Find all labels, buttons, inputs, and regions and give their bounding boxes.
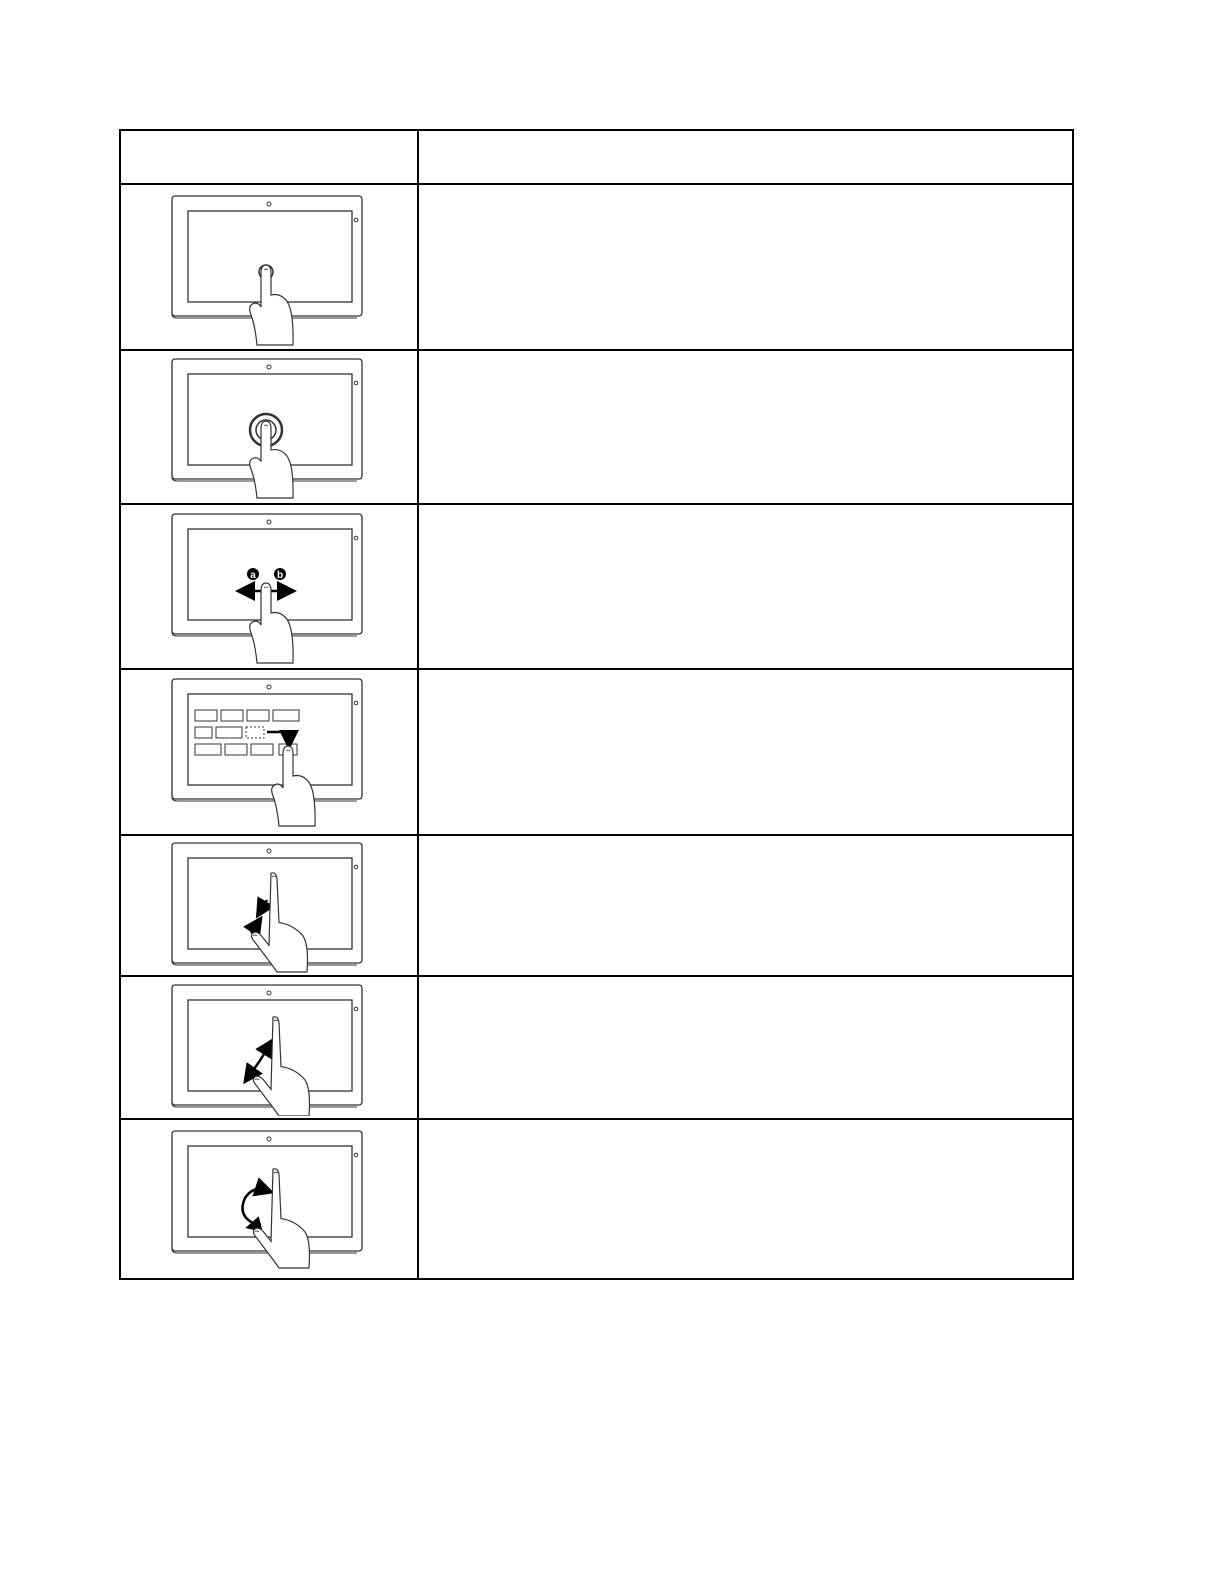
table-row <box>120 976 1073 1119</box>
tap-gesture-icon <box>169 187 369 347</box>
label-b: b <box>276 569 284 581</box>
header-touch-gesture <box>120 130 418 184</box>
table-row <box>120 184 1073 350</box>
illustration-cell <box>120 1119 418 1279</box>
stretch-gesture-icon <box>169 980 369 1116</box>
drag-gesture-icon <box>169 672 369 832</box>
illustration-cell <box>120 504 418 669</box>
header-description <box>418 130 1073 184</box>
table-row <box>120 1119 1073 1279</box>
table-header-row <box>120 130 1073 184</box>
label-a: a <box>250 569 256 581</box>
table-row <box>120 835 1073 976</box>
rotate-gesture-icon <box>169 1124 369 1274</box>
description-cell <box>418 184 1073 350</box>
table-row <box>120 669 1073 835</box>
description-cell <box>418 835 1073 976</box>
description-cell <box>418 669 1073 835</box>
slide-gesture-icon <box>169 507 369 667</box>
gesture-table <box>119 129 1074 1280</box>
table-row <box>120 350 1073 504</box>
tap-hold-gesture-icon <box>169 352 369 502</box>
description-cell <box>418 1119 1073 1279</box>
description-cell <box>418 350 1073 504</box>
illustration-cell <box>120 184 418 350</box>
table-row <box>120 504 1073 669</box>
illustration-cell <box>120 976 418 1119</box>
description-cell <box>418 504 1073 669</box>
description-cell <box>418 976 1073 1119</box>
pinch-in-gesture-icon <box>169 838 369 974</box>
illustration-cell <box>120 835 418 976</box>
illustration-cell <box>120 350 418 504</box>
illustration-cell <box>120 669 418 835</box>
